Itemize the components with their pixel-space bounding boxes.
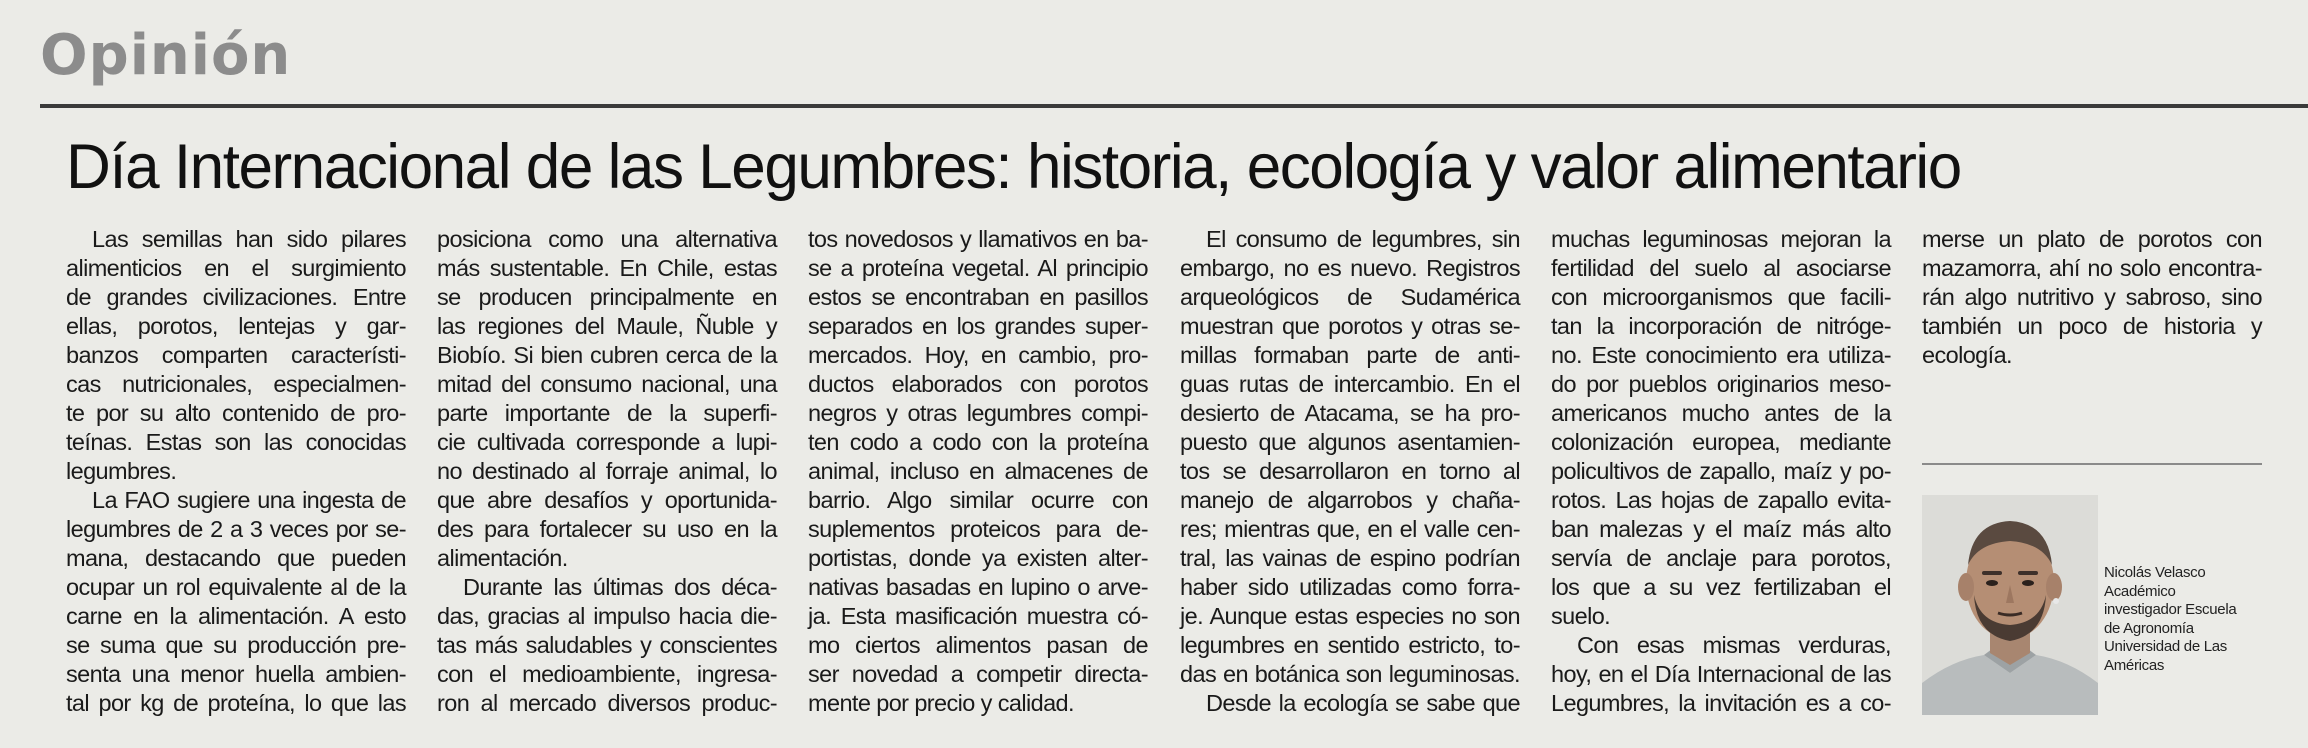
article-text-line: ron al mercado diversos produc-	[437, 690, 777, 716]
author-role-line-2: investigador Escuela	[2104, 601, 2237, 618]
article-text-line: te por su alto contenido de pro-	[66, 400, 406, 426]
author-role-line-3: de Agronomía	[2104, 619, 2194, 637]
article-text-line: tos se desarrollaron en torno al	[1180, 458, 1520, 484]
article-text-line: suelo.	[1551, 603, 1611, 629]
article-text-line: teínas. Estas son las conocidas	[66, 429, 406, 455]
section-label: Opinión	[40, 23, 292, 88]
article-text-line: ban malezas y el maíz más alto	[1551, 516, 1891, 542]
article-text-line: posiciona como una alternativa	[437, 226, 777, 252]
article-column-2	[437, 225, 777, 718]
article-text-line: res; mientras que, en el valle cen-	[1180, 516, 1520, 542]
article-text-line: El consumo de legumbres, sin	[1206, 226, 1520, 252]
article-text-line: legumbres de 2 a 3 veces por se-	[66, 516, 406, 542]
article-text-line: Biobío. Si bien cubren cerca de la	[437, 342, 777, 368]
section-divider	[40, 104, 2308, 108]
article-column-5	[1551, 225, 1891, 718]
article-text-line: manejo de algarrobos y chaña-	[1180, 487, 1520, 513]
article-text-line: mana, destacando que pueden	[66, 545, 406, 571]
author-divider	[1922, 463, 2262, 465]
article-text-line: se a proteína vegetal. Al principio	[808, 255, 1148, 281]
article-text-line: merse un plato de porotos con	[1922, 226, 2262, 252]
author-byline	[2104, 564, 2304, 675]
article-text-line: tal por kg de proteína, lo que las	[66, 690, 406, 716]
article-text-line: portistas, donde ya existen alter-	[808, 545, 1148, 571]
article-text-line: mazamorra, ahí no solo encontra-	[1922, 255, 2262, 281]
article-text-line: tos novedosos y llamativos en ba-	[808, 226, 1148, 252]
article-text-line: no. Este conocimiento era utiliza-	[1551, 342, 1891, 368]
article-text-line: senta una menor huella ambien-	[66, 661, 406, 687]
article-text-line: rán algo nutritivo y sabroso, sino	[1922, 284, 2262, 310]
article-text-line: que abre desafíos y oportunida-	[437, 487, 777, 513]
article-text-line: Desde la ecología se sabe que	[1206, 690, 1520, 716]
article-text-line: más sustentable. En Chile, estas	[437, 255, 777, 281]
article-text-line: millas formaban parte de anti-	[1180, 342, 1520, 368]
article-text-line: policultivos de zapallo, maíz y po-	[1551, 458, 1891, 484]
article-text-line: Durante las últimas dos déca-	[463, 574, 777, 600]
author-affiliation-line-2: Américas	[2104, 656, 2165, 674]
article-text-line: je. Aunque estas especies no son	[1180, 603, 1520, 629]
article-text-line: das en botánica son leguminosas.	[1180, 661, 1520, 687]
article-text-line: legumbres.	[66, 458, 177, 484]
article-text-line: cas nutricionales, especialmen-	[66, 371, 406, 397]
article-text-line: guas rutas de intercambio. En el	[1180, 371, 1520, 397]
article-text-line: tan la incorporación de nitróge-	[1551, 313, 1891, 339]
article-text-line: cie cultivada corresponde a lupi-	[437, 429, 777, 455]
article-text-line: también un poco de historia y	[1922, 313, 2262, 339]
article-text-line: tral, las vainas de espino podrían	[1180, 545, 1520, 571]
article-text-line: nativas basadas en lupino o arve-	[808, 574, 1148, 600]
article-text-line: se suma que su producción pre-	[66, 632, 406, 658]
article-text-line: tas más saludables y conscientes	[437, 632, 777, 658]
article-text-line: arqueológicos de Sudamérica	[1180, 284, 1520, 310]
article-text-line: Con esas mismas verduras,	[1577, 632, 1891, 658]
article-text-line: estos se encontraban en pasillos	[808, 284, 1148, 310]
article-column-6	[1922, 225, 2262, 370]
article-text-line: ecología.	[1922, 342, 2012, 368]
article-text-line: ellas, porotos, lentejas y gar-	[66, 313, 406, 339]
article-text-line: animal, incluso en almacenes de	[808, 458, 1148, 484]
author-name: Nicolás Velasco	[2104, 564, 2206, 581]
article-text-line: negros y otras legumbres compi-	[808, 400, 1148, 426]
article-text-line: La FAO sugiere una ingesta de	[92, 487, 406, 513]
article-text-line: suplementos proteicos para de-	[808, 516, 1148, 542]
article-text-line: muchas leguminosas mejoran la	[1551, 226, 1891, 252]
article-text-line: servía de anclaje para porotos,	[1551, 545, 1891, 571]
article-text-line: ten codo a codo con la proteína	[808, 429, 1148, 455]
article-headline: Día Internacional de las Legumbres: historia, ecología y valor alimentario	[66, 132, 1961, 202]
article-text-line: las regiones del Maule, Ñuble y	[437, 313, 777, 339]
article-text-line: carne en la alimentación. A esto	[66, 603, 406, 629]
article-text-line: se producen principalmente en	[437, 284, 777, 310]
article-text-line: no destinado al forraje animal, lo	[437, 458, 777, 484]
author-affiliation-line-1: Universidad de Las	[2104, 638, 2228, 655]
article-text-line: legumbres en sentido estricto, to-	[1180, 632, 1520, 658]
article-text-line: barrio. Algo similar ocurre con	[808, 487, 1148, 513]
article-text-line: fertilidad del suelo al asociarse	[1551, 255, 1891, 281]
article-text-line: ductos elaborados con porotos	[808, 371, 1148, 397]
article-text-line: colonización europea, mediante	[1551, 429, 1891, 455]
article-text-line: rotos. Las hojas de zapallo evita-	[1551, 487, 1891, 513]
article-text-line: des para fortalecer su uso en la	[437, 516, 777, 542]
author-role-line-1: Académico	[2104, 582, 2176, 600]
article-text-line: con microorganismos que facili-	[1551, 284, 1891, 310]
article-column-3	[808, 225, 1148, 718]
article-text-line: los que a su vez fertilizaban el	[1551, 574, 1891, 600]
article-text-line: hoy, en el Día Internacional de las	[1551, 661, 1891, 687]
article-text-line: haber sido utilizadas como forra-	[1180, 574, 1520, 600]
article-text-line: con el medioambiente, ingresa-	[437, 661, 777, 687]
article-text-line: mitad del consumo nacional, una	[437, 371, 777, 397]
article-text-line: das, gracias al impulso hacia die-	[437, 603, 777, 629]
article-text-line: separados en los grandes super-	[808, 313, 1148, 339]
article-text-line: banzos comparten característi-	[66, 342, 406, 368]
author-photo	[1922, 495, 2098, 715]
article-text-line: ser novedad a competir directa-	[808, 661, 1148, 687]
article-text-line: Las semillas han sido pilares	[92, 226, 406, 252]
article-text-line: puesto que algunos asentamien-	[1180, 429, 1520, 455]
article-column-1	[66, 225, 406, 718]
article-text-line: desierto de Atacama, se ha pro-	[1180, 400, 1520, 426]
article-text-line: mo ciertos alimentos pasan de	[808, 632, 1148, 658]
article-text-line: Legumbres, la invitación es a co-	[1551, 690, 1891, 716]
article-text-line: ja. Esta masificación muestra có-	[808, 603, 1148, 629]
article-text-line: alimentación.	[437, 545, 568, 571]
article-text-line: ocupar un rol equivalente al de la	[66, 574, 406, 600]
article-text-line: mercados. Hoy, en cambio, pro-	[808, 342, 1148, 368]
article-text-line: parte importante de la superfi-	[437, 400, 777, 426]
article-text-line: mente por precio y calidad.	[808, 690, 1074, 716]
article-text-line: do por pueblos originarios meso-	[1551, 371, 1891, 397]
article-text-line: americanos mucho antes de la	[1551, 400, 1891, 426]
article-text-line: de grandes civilizaciones. Entre	[66, 284, 406, 310]
article-text-line: embargo, no es nuevo. Registros	[1180, 255, 1520, 281]
article-text-line: alimenticios en el surgimiento	[66, 255, 406, 281]
article-text-line: muestran que porotos y otras se-	[1180, 313, 1520, 339]
article-column-4	[1180, 225, 1520, 718]
